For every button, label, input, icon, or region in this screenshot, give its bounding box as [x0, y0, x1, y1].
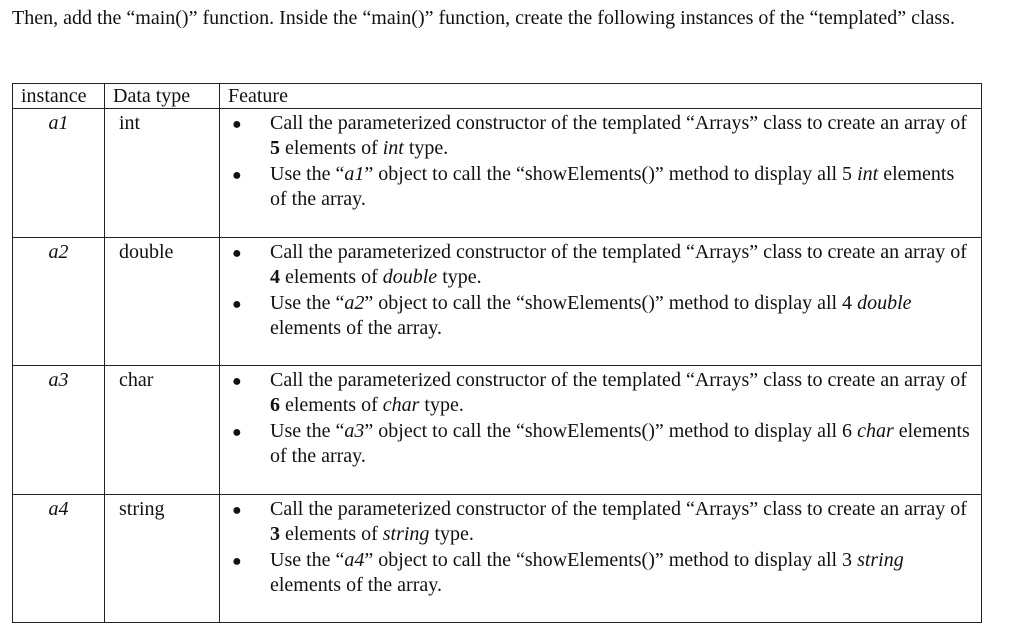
feature-item: ● Call the parameterized constructor of the templated “Arrays” class to create an array of 5 elements of int type. [232, 112, 967, 159]
bullet-icon: ● [232, 295, 242, 313]
header-data-type: Data type [105, 84, 220, 109]
data-type-cell: string [105, 494, 220, 623]
feature-list [220, 368, 981, 469]
table-row [13, 237, 982, 366]
feature-item: ● Use the “a4” object to call the “showElements()” method to display all 3 string elements of the array. [232, 548, 904, 596]
feature-list [220, 497, 981, 598]
feature-list [220, 240, 981, 341]
feature-item: ● Use the “a2” object to call the “showElements()” method to display all 4 double elements of the array. [232, 291, 912, 339]
instance-cell: a2 [13, 237, 105, 366]
instances-table [12, 83, 982, 623]
data-type-cell: char [105, 366, 220, 495]
intro-paragraph: Then, add the “main()” function. Inside the “main()” function, create the following instances of the “templated” class. [12, 7, 955, 29]
table-row [13, 494, 982, 623]
bullet-icon: ● [232, 424, 242, 441]
bullet-icon: ● [232, 373, 242, 390]
bullet-icon: ● [232, 116, 242, 133]
header-feature: Feature [220, 84, 982, 109]
table-row [13, 366, 982, 495]
bullet-icon: ● [232, 244, 242, 262]
bullet-icon: ● [232, 501, 242, 519]
feature-item: ● Call the parameterized constructor of the templated “Arrays” class to create an array of 6 elements of char type. [232, 369, 967, 416]
bullet-icon: ● [232, 167, 242, 184]
feature-item: ● Call the parameterized constructor of the templated “Arrays” class to create an array of 3 elements of string type. [232, 497, 967, 545]
instance-cell: a3 [13, 366, 105, 495]
feature-cell [220, 366, 982, 495]
feature-item: ● Call the parameterized constructor of the templated “Arrays” class to create an array of 4 elements of double type. [232, 240, 967, 288]
instance-cell: a1 [13, 109, 105, 238]
feature-list [220, 111, 981, 212]
instance-cell: a4 [13, 494, 105, 623]
feature-item: ● Use the “a1” object to call the “showElements()” method to display all 5 int elements of the array. [232, 163, 955, 210]
data-type-cell: int [105, 109, 220, 238]
table-row [13, 109, 982, 238]
feature-cell [220, 237, 982, 366]
bullet-icon: ● [232, 552, 242, 570]
feature-cell [220, 494, 982, 623]
header-instance: instance [13, 84, 105, 109]
data-type-cell: double [105, 237, 220, 366]
table-header-row [13, 84, 982, 109]
feature-cell [220, 109, 982, 238]
feature-item: ● Use the “a3” object to call the “showElements()” method to display all 6 char elements of the array. [232, 420, 970, 467]
